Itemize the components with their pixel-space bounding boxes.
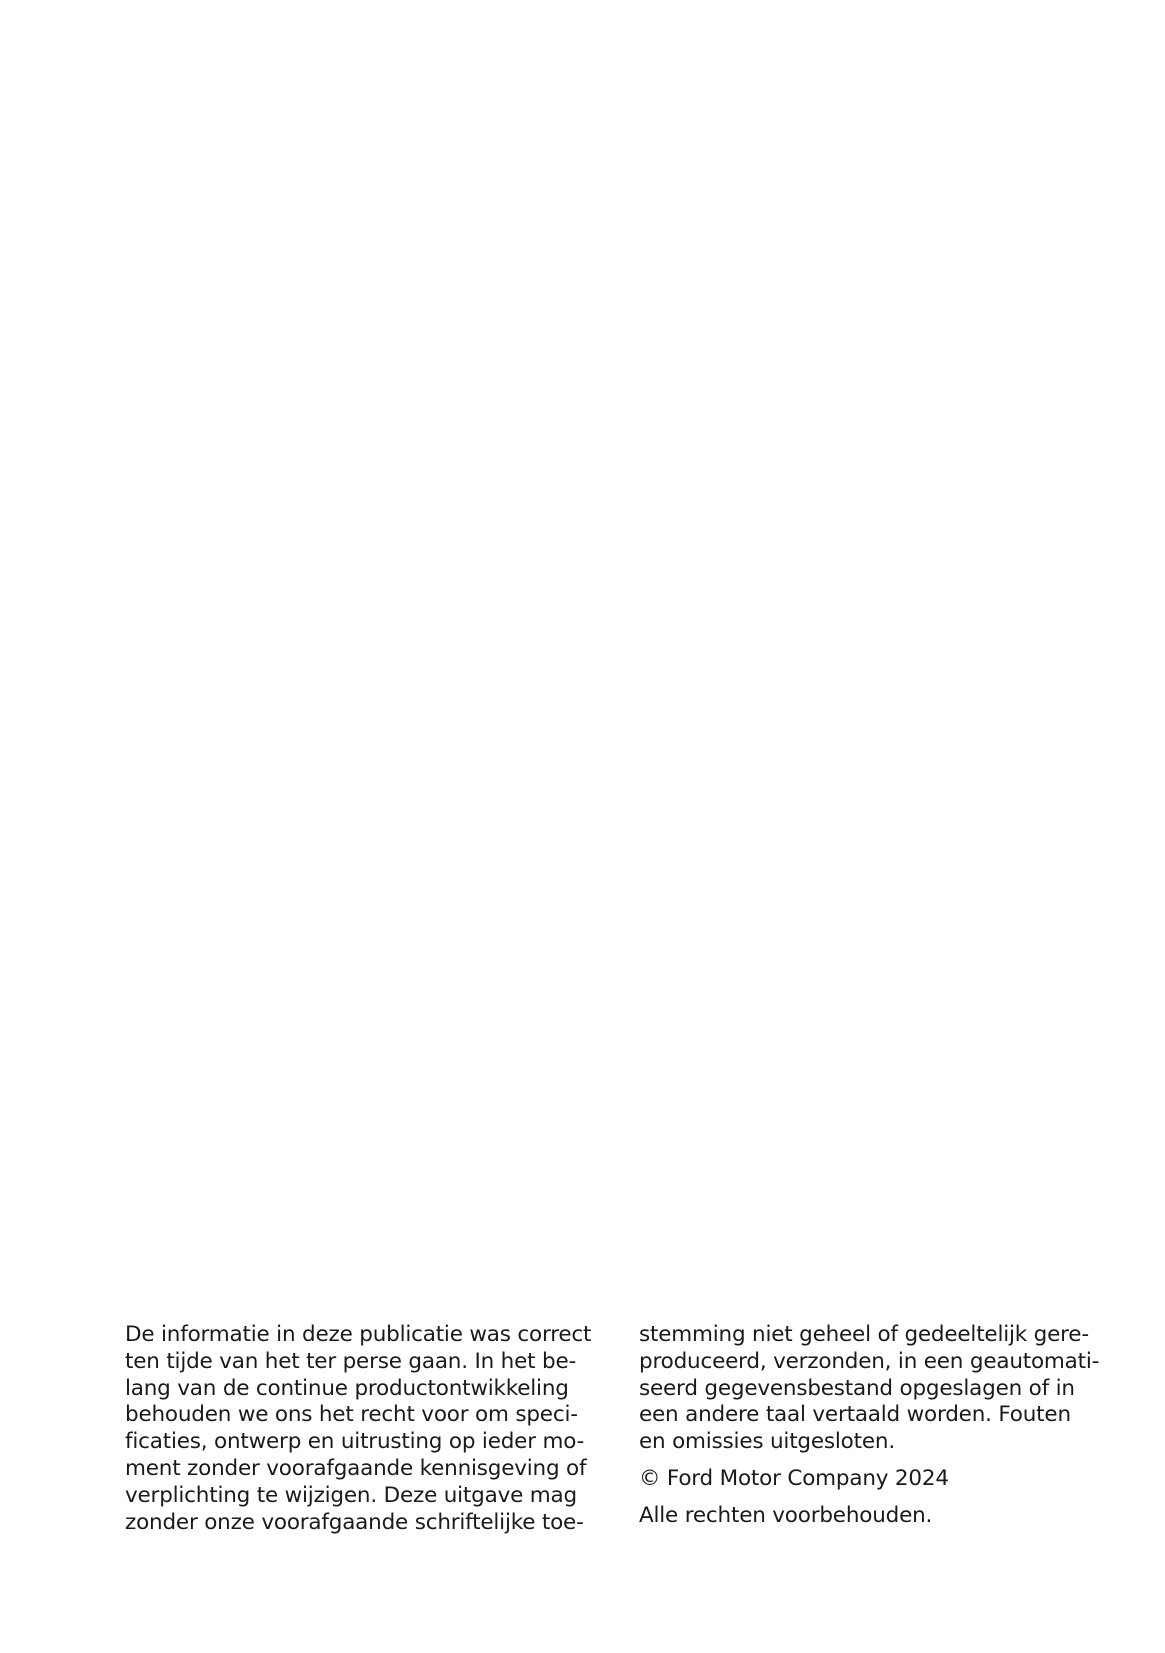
notice-line: stemming niet geheel of gedeeltelijk gere- — [639, 1322, 1089, 1347]
notice-line: De informatie in deze publicatie was correct — [125, 1322, 592, 1347]
notice-line: ficaties, ontwerp en uitrusting op ieder mo- — [125, 1429, 585, 1455]
legal-notice-right-column — [639, 1322, 1115, 1536]
notice-line: seerd gegevensbestand opgeslagen of in — [639, 1375, 1075, 1401]
notice-line: een andere taal vertaald worden. Fouten — [639, 1402, 1071, 1428]
notice-line: lang van de continue productontwikkeling — [125, 1375, 569, 1401]
notice-continuation — [639, 1322, 1115, 1456]
notice-line: ment zonder voorafgaande kennisgeving of — [125, 1455, 587, 1481]
notice-line: verplichting te wijzigen. Deze uitgave mag — [125, 1482, 577, 1508]
copyright-statement: © Ford Motor Company 2024 — [639, 1465, 949, 1491]
legal-notice-left-column — [125, 1322, 601, 1536]
notice-line: en omissies uitgesloten. — [639, 1429, 895, 1455]
notice-line: zonder onze voorafgaande schriftelijke toe- — [125, 1509, 584, 1535]
rights-reserved: Alle rechten voorbehouden. — [639, 1502, 933, 1528]
legal-notice — [125, 1322, 1115, 1536]
notice-line: produceerd, verzonden, in een geautomati- — [639, 1348, 1100, 1374]
notice-line: behouden we ons het recht voor om speci- — [125, 1402, 578, 1428]
notice-line: ten tijde van het ter perse gaan. In het be- — [125, 1348, 577, 1374]
